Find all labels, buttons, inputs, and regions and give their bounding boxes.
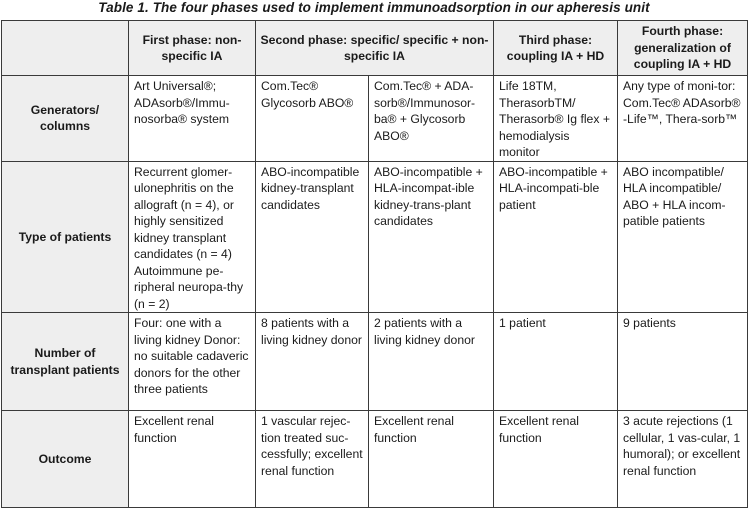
table-cell [129, 313, 256, 411]
cell-text: 1 patient [499, 316, 546, 330]
table-cell [369, 411, 494, 508]
table-cell [369, 76, 494, 162]
corner-header-cell [2, 21, 129, 76]
table-cell [494, 76, 618, 162]
table-cell [256, 76, 369, 162]
table-cell [369, 313, 494, 411]
column-header-second-phase: Second phase: specific/ specific + non-specific IA [256, 21, 494, 76]
table-row [2, 411, 748, 508]
phases-table [1, 20, 748, 508]
cell-text: ABO incompatible/ HLA incompatible/ ABO + HLA incom-patible patients [623, 164, 726, 228]
cell-text: 3 acute rejections (1 cellular, 1 vas-cular, 1 humoral); or excellent renal function [623, 414, 741, 478]
table-cell [129, 411, 256, 508]
cell-text: Life 18TM, TherasorbTM/ Therasorb® Ig flex + hemodialysis monitor [499, 79, 610, 159]
table-cell [494, 313, 618, 411]
cell-text: Excellent renal function [134, 414, 214, 445]
table-row [2, 161, 748, 313]
column-header-first-phase: First phase: non-specific IA [129, 21, 256, 76]
column-header-fourth-phase: Fourth phase: generalization of coupling IA + HD [618, 21, 748, 76]
table-cell [618, 76, 748, 162]
cell-text: 2 patients with a living kidney donor [374, 316, 475, 347]
cell-text: Art Universal®; ADAsorb®/Immu-nosorba® system [134, 79, 230, 126]
cell-text: Com.Tec® + ADA-sorb®/Immunosor-ba® + Glycosorb ABO® [374, 79, 476, 143]
table-cell [256, 161, 369, 313]
row-header-outcome: Outcome [2, 411, 129, 508]
cell-text: 9 patients [623, 316, 676, 330]
cell-text: ABO-incompatible + HLA-incompati-ble patient [499, 164, 608, 212]
cell-text: Recurrent glomer-ulonephritis on the allograft (n = 4), or highly sensitized kidney transplant candidates (n = 4) Autoimmune pe-ripheral neuropa-thy (n = 2) [134, 164, 244, 311]
table-cell [494, 411, 618, 508]
cell-text: Com.Tec® Glycosorb ABO® [261, 79, 354, 110]
row-header-type-of-patients: Type of patients [2, 161, 129, 313]
table-cell [129, 76, 256, 162]
table-cell [618, 161, 748, 313]
column-header-third-phase: Third phase: coupling IA + HD [494, 21, 618, 76]
cell-text: Excellent renal function [499, 414, 579, 445]
table-row [2, 76, 748, 162]
table-cell [618, 313, 748, 411]
table-cell [256, 313, 369, 411]
cell-text: ABO-incompatible + HLA-incompat-ible kidney-trans-plant candidates [374, 164, 483, 228]
table-cell [129, 161, 256, 313]
cell-text: Four: one with a living kidney Donor: no suitable cadaveric donors for the other three patients [134, 316, 249, 396]
cell-text: 1 vascular rejec-tion treated suc-cessfully; excellent renal function [261, 414, 363, 478]
row-header-number-of-transplant-patients: Number of transplant patients [2, 313, 129, 411]
header-row [2, 21, 748, 76]
cell-text: ABO-incompatible kidney-transplant candidates [261, 164, 360, 212]
table-cell [494, 161, 618, 313]
cell-text: Any type of moni-tor: Com.Tec® ADAsorb® -Life™, Thera-sorb™ [623, 79, 741, 126]
table-row [2, 313, 748, 411]
table-caption: Table 1. The four phases used to implement immunoadsorption in our apheresis unit [98, 0, 650, 15]
table-cell [256, 411, 369, 508]
row-header-generators: Generators/ columns [2, 76, 129, 162]
cell-text: 8 patients with a living kidney donor [261, 316, 362, 347]
table-cell [369, 161, 494, 313]
table-cell [618, 411, 748, 508]
cell-text: Excellent renal function [374, 414, 454, 445]
